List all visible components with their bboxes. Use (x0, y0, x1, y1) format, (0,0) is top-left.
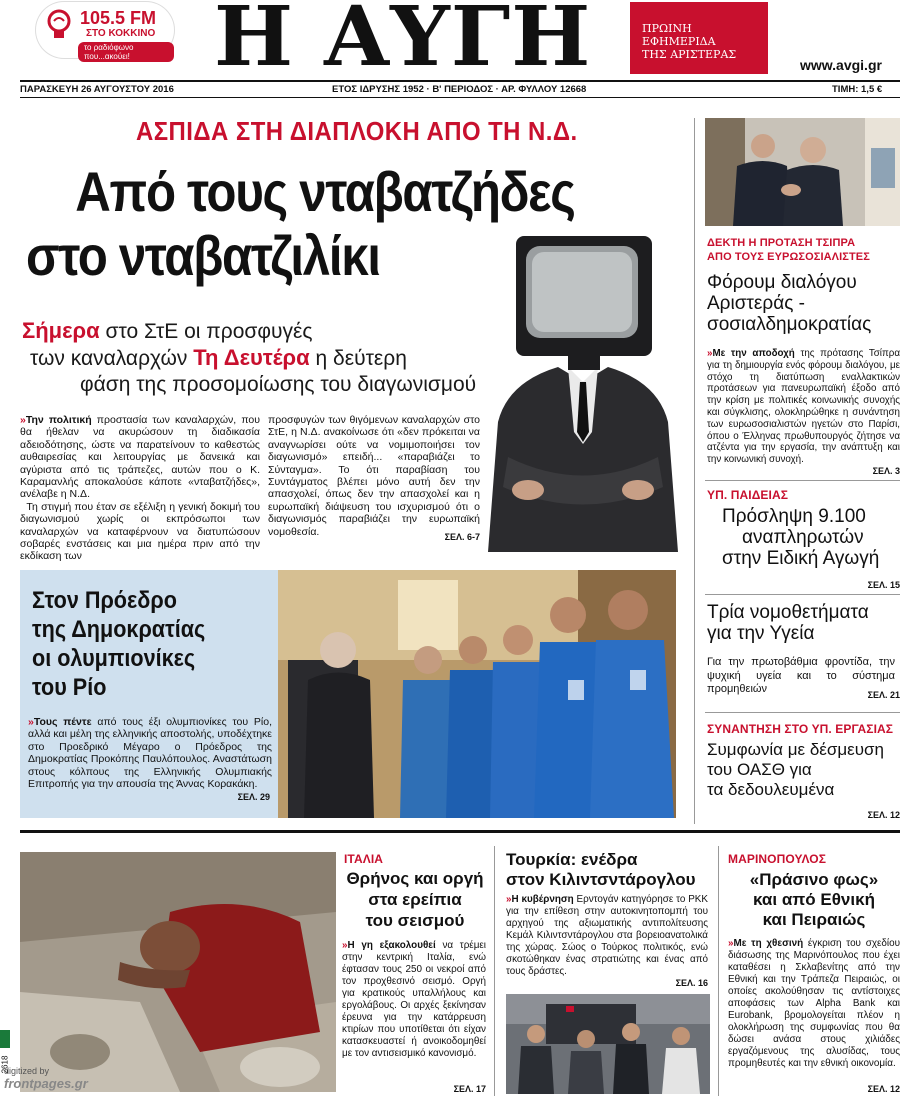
italy-kicker: ΙΤΑΛΙΑ (344, 852, 384, 866)
turkey-text (506, 894, 708, 978)
olympians-page-ref: ΣΕΛ. 29 (237, 792, 270, 802)
lead-text: Η κυβέρνηση (511, 894, 574, 905)
headline-line: και Πειραιώς (762, 910, 866, 929)
sidebar-rule (705, 480, 900, 481)
headline-line: στο νταβατζιλίκι (26, 224, 380, 287)
deck-text: φάση της προσομοίωσης του διαγωνισμού (80, 373, 477, 396)
main-page-ref: ΣΕΛ. 6-7 (444, 532, 480, 542)
italy-text (342, 940, 486, 1060)
barcode-strip (0, 1030, 10, 1048)
kicker-line: ΑΠΟ ΤΟΥΣ ΕΥΡΩΣΟΣΙΑΛΙΣΤΕΣ (707, 251, 870, 263)
headline-line: Πρόσληψη 9.100 (722, 506, 866, 527)
headline-line: «Πράσινο φως» (749, 870, 879, 889)
headline-line: οι ολυμπιονίκες (32, 645, 196, 672)
main-column-2: προσφυγών των θιγόμενων καναλαρχών στο ΣτΕ, η Ν.Δ. ανακοίνωσε ότι «δεν πρόκειται να αναγνωρίσει ούτε να νομιμοποιήσει τον διαγωνισμό» επειδή... «παραβιάζει το Σύνταγμα». Το ότι παραβίαση του Συντάγματος βλέπει μόνο αυτή δεν την απασχολεί, όπως δεν την απασχολεί και η ευρωπαϊκή διάψευση του ισχυρισμού ότι ο διαγωνισμός παραβιάζει την ευρωπαϊκή νομοθεσία. (268, 414, 480, 538)
deck-text: η δεύτερη (309, 347, 407, 370)
main-deck (22, 318, 492, 398)
lead-text: Με την αποδοχή (712, 348, 795, 359)
sidebar-divider (694, 118, 695, 824)
turkey-page: ΣΕΛ. 16 (675, 978, 708, 988)
headline-line: για την Υγεία (707, 623, 815, 644)
lead-text: Την πολιτική (25, 414, 92, 426)
watermark-digitized: digitized by (4, 1066, 50, 1076)
sidebar-s1-text (707, 348, 900, 466)
sidebar-s4-kicker: ΣΥΝΑΝΤΗΣΗ ΣΤΟ ΥΠ. ΕΡΓΑΣΙΑΣ (707, 722, 894, 736)
headline-line: τα δεδουλευμένα (707, 780, 835, 799)
kicker-line: ΔΕΚΤΗ Η ΠΡΟΤΑΣΗ ΤΣΙΠΡΑ (707, 237, 856, 249)
headline-line: Θρήνος και οργή (346, 869, 484, 888)
olympians-text (28, 716, 272, 790)
sidebar-s2-headline[interactable] (722, 506, 879, 569)
newspaper-subtitle-box (630, 2, 768, 74)
radio-name: ΣΤΟ ΚΟΚΚΙΝΟ (86, 28, 156, 39)
headline-line: Τουρκία: ενέδρα (506, 850, 638, 869)
watermark-frontpages[interactable]: frontpages.gr (4, 1076, 88, 1091)
headline-line: στον Κιλιντσντάρογλου (506, 870, 696, 889)
main-column-1 (20, 414, 260, 563)
radio-frequency: 105.5 FM (80, 8, 157, 28)
earthquake-photo (20, 852, 336, 1092)
sidebar-s3-headline[interactable] (707, 602, 869, 644)
headline-line: Από τους νταβατζήδες (75, 160, 575, 223)
arrow-marker-icon: » (707, 348, 713, 359)
sidebar-s4-page: ΣΕΛ. 12 (867, 810, 900, 820)
lead-text: Η γη εξακολουθεί (347, 940, 436, 951)
headline-line: της Δημοκρατίας (32, 616, 206, 643)
turkey-headline[interactable] (506, 850, 710, 890)
deck-text: στο ΣτΕ οι προσφυγές (99, 320, 313, 343)
body-text: έγκριση του σχεδίου διάσωσης της Μαρινόπουλος που έχει καταθέσει η Σκλαβενίτης από την Εθνική και την Τράπεζα Πειραιώς, οι οποίες ακολούθησαν τις αντίστοιχες αποφάσεις των Alpha Bank και Eurobank, βρομολογείται πλέον η ολοκλήρωση της συμφωνίας που θα δώσει ανάσα στους χιλιάδες εργαζόμενους της αλυσίδας, τους προμηθευτές και την εθνική οικονομία. (728, 938, 900, 1069)
issue-info: ΕΤΟΣ ΙΔΡΥΣΗΣ 1952 · Β' ΠΕΡΙΟΔΟΣ · ΑΡ. ΦΥΛΛΟΥ 12668 (332, 84, 587, 95)
masthead-rule (20, 80, 900, 82)
arrow-marker-icon: » (28, 716, 34, 728)
radio-logo[interactable] (36, 2, 174, 61)
main-kicker: ΑΣΠΙΔΑ ΣΤΗ ΔΙΑΠΛΟΚΗ ΑΠΟ ΤΗ Ν.Δ. (136, 116, 578, 146)
sidebar-s1-page: ΣΕΛ. 3 (872, 466, 900, 476)
marinopoulos-kicker: ΜΑΡΙΝΟΠΟΥΛΟΣ (728, 852, 826, 866)
olympians-photo (278, 570, 676, 818)
headline-line: του σεισμού (365, 911, 465, 930)
headline-line: και από Εθνική (753, 890, 875, 909)
website-link[interactable]: www.avgi.gr (800, 57, 882, 73)
tsipras-hollande-photo (705, 118, 900, 226)
marinopoulos-headline[interactable] (728, 870, 900, 930)
headline-line: αναπληρωτών (742, 527, 864, 548)
headline-line: Φόρουμ διαλόγου (707, 272, 857, 293)
arrow-marker-icon: » (20, 414, 26, 426)
italy-page: ΣΕΛ. 17 (453, 1084, 486, 1094)
section-divider (20, 830, 900, 833)
body-text: από τους έξι ολυμπιονίκες του Ρίο, αλλά και μέλη της ελληνικής αποστολής, υποδέχτηκε στο Προεδρικό Μέγαρο ο Πρόεδρος της Δημοκρατίας Προκόπης Παυλόπουλος. Αναστάτωση στους κόλπους της Ελληνικής Ολυμπιακής Επιτροπής για την απουσία της Άννας Κορακάκη. (28, 716, 273, 791)
headline-line: στα ερείπια (368, 890, 462, 909)
sidebar-rule (705, 594, 900, 595)
headline-line: σοσιαλδημοκρατίας (707, 314, 872, 335)
body-text: Ερντογάν κατηγόρησε το PKK για την επίθεση στην αυτοκινητοπομπή του αρχηγού της αξιωματικής αντιπολίτευσης Κεμάλ Κιλιντσντάρογλου στα βορειοανατολικά της χώρας. Σώος ο Τούρκος πολιτικός, ενώ σκοτώθηκαν ένας στρατιώτης και ένας από τους δράστες. (506, 894, 708, 977)
deck-monday: Τη Δευτέρα (193, 345, 310, 370)
sidebar-s2-page: ΣΕΛ. 15 (867, 580, 900, 590)
column-divider (718, 846, 719, 1096)
headline-line: Στον Πρόεδρο (32, 587, 177, 614)
italy-headline[interactable] (344, 868, 486, 931)
sidebar-s2-kicker: ΥΠ. ΠΑΙΔΕΙΑΣ (707, 488, 789, 502)
headline-line: του Ρίο (32, 674, 107, 701)
radio-tagline: το ραδιόφωνο που...ακούει! (78, 42, 174, 62)
masthead-rule-bottom (20, 97, 900, 98)
sidebar-s3-page: ΣΕΛ. 21 (867, 690, 900, 700)
body-text: Τη στιγμή που έταν σε εξέλιξη η γενική δοκιμή του διαγωνισμού χωρίς οι εκπρόσωποι των καναλαρχών να καταφέρνουν να διατυπώσουν σοβαρές ενστάσεις και μια ημέρα πριν από την εκδίκαση των (20, 500, 260, 563)
deck-today: Σήμερα (22, 318, 100, 343)
lead-text: Με τη χθεσινή (733, 938, 804, 949)
radio-lightbulb-icon (44, 8, 74, 42)
body-text: της πρότασης Τσίπρα για τη δημιουργία ενός φόρουμ διαλόγου, με στόχο τη διατύπωση εναλλακτικών προτάσεων για πανευρωπαϊκή έξοδο από την κρίση με πολιτικές κοινωνικής συνοχής και σύγκλισης, ολοκληρώθηκε η συνάντηση των ευρωσοσιαλιστών ηγετών στο Παρίσι, όπου ο Έλληνας πρωθυπουργός ζήτησε να ατζέντα για την εργασία, την ανάπτυξη και την κοινωνική συνοχή. (707, 348, 900, 466)
marinopoulos-page: ΣΕΛ. 12 (867, 1084, 900, 1094)
sidebar-s1-headline[interactable] (707, 272, 871, 335)
subtitle-line: ΠΡΩΙΝΗ (642, 22, 692, 35)
sidebar-s4-headline[interactable] (707, 740, 884, 800)
column-divider (494, 846, 495, 1096)
body-text: προστασία των καναλαρχών, που θα ήθελαν να ακυρώσουν τη διαδικασία αδειοδότησης, ώστε να παρατείνουν το καθεστώς αυθαιρεσίας και λειτουργίας με δανεικά και αγύριστα από τις τράπεζες, αυτών που ο Κ. Καραμανλής αποκαλούσε κάποτε «νταβατζήδες», ανέλαβε η Ν.Δ. (20, 414, 260, 501)
olympians-headline (32, 586, 257, 702)
turkey-photo (506, 994, 710, 1094)
sidebar-s3-text: Για την πρωτοβάθμια φροντίδα, την ψυχική υγεία και το σύστημα προμηθειών (707, 656, 895, 695)
body-text: να τρέμει στην κεντρική Ιταλία, ενώ έφτασαν τους 250 οι νεκροί από τον προχθεσινό σεισμό. Οργή για κρατικούς υπαλλήλους και εργολάβους. Οι αρχές ξεκίνησαν έρευνα για την κατάρρευση κτιρίων που υποτίθεται ότι είχαν κατασκευαστεί ή ανοικοδομηθεί με τον αντισεισμικό κανονισμό. (342, 940, 486, 1059)
deck-text: των καναλαρχών (30, 347, 194, 370)
sidebar-rule (705, 712, 900, 713)
tv-head-photo (488, 232, 678, 554)
edge-number: 2618 (0, 1055, 10, 1074)
subtitle-line: ΕΦΗΜΕΡΙΔΑ (642, 35, 716, 48)
price: ΤΙΜΗ: 1,5 € (832, 84, 883, 95)
subtitle-line: ΤΗΣ ΑΡΙΣΤΕΡΑΣ (642, 48, 737, 61)
issue-date: ΠΑΡΑΣΚΕΥΗ 26 ΑΥΓΟΥΣΤΟΥ 2016 (20, 84, 174, 95)
sidebar-s1-kicker (707, 236, 870, 264)
olympians-panel[interactable] (20, 570, 676, 818)
headline-line: Συμφωνία με δέσμευση (707, 740, 884, 759)
lead-text: Τους πέντε (33, 716, 92, 728)
headline-line: του ΟΑΣΘ για (707, 760, 812, 779)
arrow-marker-icon: » (506, 894, 512, 905)
headline-line: Αριστεράς - (707, 293, 805, 314)
newspaper-title: Η ΑΥΓΗ (214, 0, 592, 85)
headline-line: στην Ειδική Αγωγή (722, 548, 880, 569)
marinopoulos-text (728, 938, 900, 1070)
arrow-marker-icon: » (342, 940, 348, 951)
headline-line: Τρία νομοθετήματα (707, 602, 869, 623)
arrow-marker-icon: » (728, 938, 734, 949)
